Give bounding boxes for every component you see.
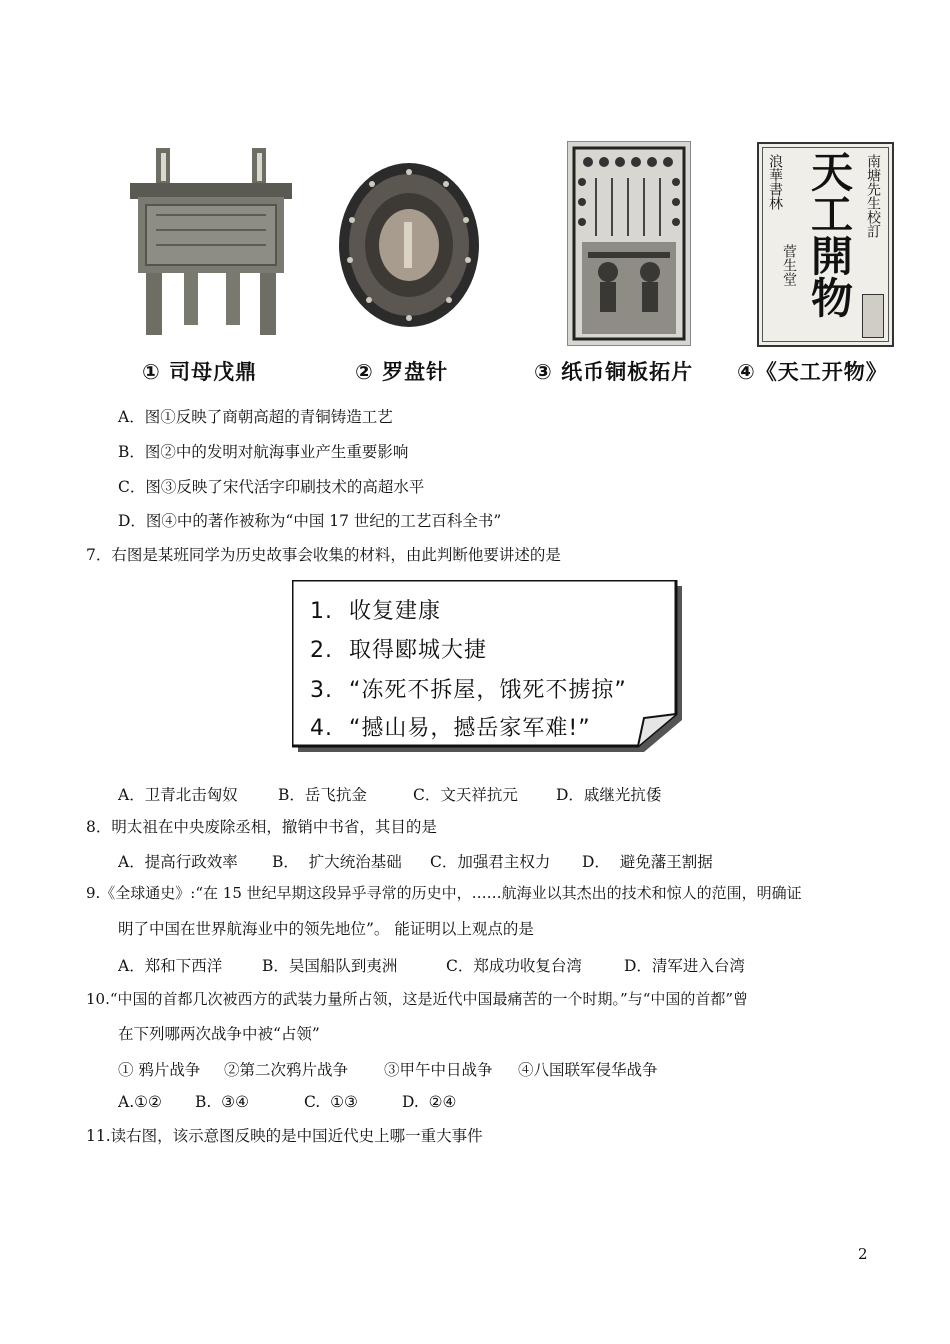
q7-option-a: A．卫青北击匈奴 (118, 786, 238, 804)
page-number: 2 (858, 1245, 868, 1263)
q11-stem: 11.读右图，该示意图反映的是中国近代史上哪一重大事件 (86, 1127, 483, 1145)
q10-choice-4: ④八国联军侵华战争 (518, 1061, 658, 1079)
q9-option-d: D．清军进入台湾 (624, 957, 745, 975)
q10-stem-line-2: 在下列哪两次战争中被“占领” (118, 1025, 320, 1043)
book-title-text: 天工開物 (805, 150, 854, 318)
book-publisher-text: 浪華書林 (767, 154, 783, 210)
q8-option-a: A．提高行政效率 (118, 853, 238, 871)
q10-stem-line-1: 10.“中国的首都几次被西方的武装力量所占领，这是近代中国最痛苦的一个时期。”与“中国的首都”曾 (86, 990, 749, 1008)
q6-option-a: A．图①反映了商朝高超的青铜铸造工艺 (118, 408, 393, 426)
paper-money-plate-image (567, 141, 691, 346)
q6-option-c: C．图③反映了宋代活字印刷技术的高超水平 (118, 478, 425, 496)
q9-option-c: C．郑成功收复台湾 (446, 957, 582, 975)
figure-caption-3: ③ 纸币铜板拓片 (534, 360, 694, 384)
q7-stem: 7．右图是某班同学为历史故事会收集的材料，由此判断他要讲述的是 (86, 546, 561, 564)
callout-item-1: 1. 收复建康 (310, 599, 441, 624)
q8-option-c: C．加强君主权力 (430, 853, 551, 871)
q9-stem-line-1: 9.《全球通史》:“在 15 世纪早期这段异乎寻常的历史中，……航海业以其杰出的技术和惊人的范围，明确证 (86, 884, 802, 902)
q10-choice-2: ②第二次鸦片战争 (224, 1061, 349, 1079)
bronze-ding-image (126, 145, 296, 345)
q7-option-c: C．文天祥抗元 (413, 786, 518, 804)
callout-item-3: 3. “冻死不拆屋，饿死不掳掠” (310, 678, 627, 703)
q7-option-d: D．戚继光抗倭 (556, 786, 662, 804)
q6-option-d: D．图④中的著作被称为“中国 17 世纪的工艺百科全书” (118, 512, 502, 530)
q10-option-a: A.①② (118, 1093, 162, 1111)
q8-option-b: B． 扩大统治基础 (272, 853, 402, 871)
q10-option-c: C. ①③ (304, 1093, 358, 1111)
q9-option-a: A．郑和下西洋 (118, 957, 223, 975)
book-editor-text: 南塘先生校訂 (865, 154, 881, 238)
book-hall-text: 菅生堂 (781, 244, 797, 286)
book-cover-image (757, 142, 894, 347)
q10-choice-1: ① 鸦片战争 (118, 1061, 201, 1079)
q6-option-b: B．图②中的发明对航海事业产生重要影响 (118, 443, 409, 461)
figure-caption-2: ② 罗盘针 (355, 360, 449, 384)
book-seal-icon (862, 294, 884, 338)
q10-option-d: D. ②④ (402, 1093, 457, 1111)
compass-image (336, 150, 482, 340)
figure-caption-1: ① 司母戊鼎 (142, 360, 258, 384)
q7-material-callout (292, 580, 688, 758)
q10-choice-3: ③甲午中日战争 (384, 1061, 493, 1079)
callout-item-4: 4. “撼山易，撼岳家军难!” (310, 716, 591, 741)
q10-option-b: B. ③④ (195, 1093, 249, 1111)
q9-stem-line-2: 明了中国在世界航海业中的领先地位”。 能证明以上观点的是 (118, 920, 534, 938)
callout-item-2: 2. 取得郾城大捷 (310, 638, 487, 663)
q8-stem: 8．明太祖在中央废除丞相，撤销中书省，其目的是 (86, 818, 437, 836)
figure-caption-4: ④《天工开物》 (737, 360, 888, 384)
q7-option-b: B．岳飞抗金 (278, 786, 367, 804)
q8-option-d: D． 避免藩王割据 (582, 853, 713, 871)
q9-option-b: B．吴国船队到夷洲 (262, 957, 398, 975)
